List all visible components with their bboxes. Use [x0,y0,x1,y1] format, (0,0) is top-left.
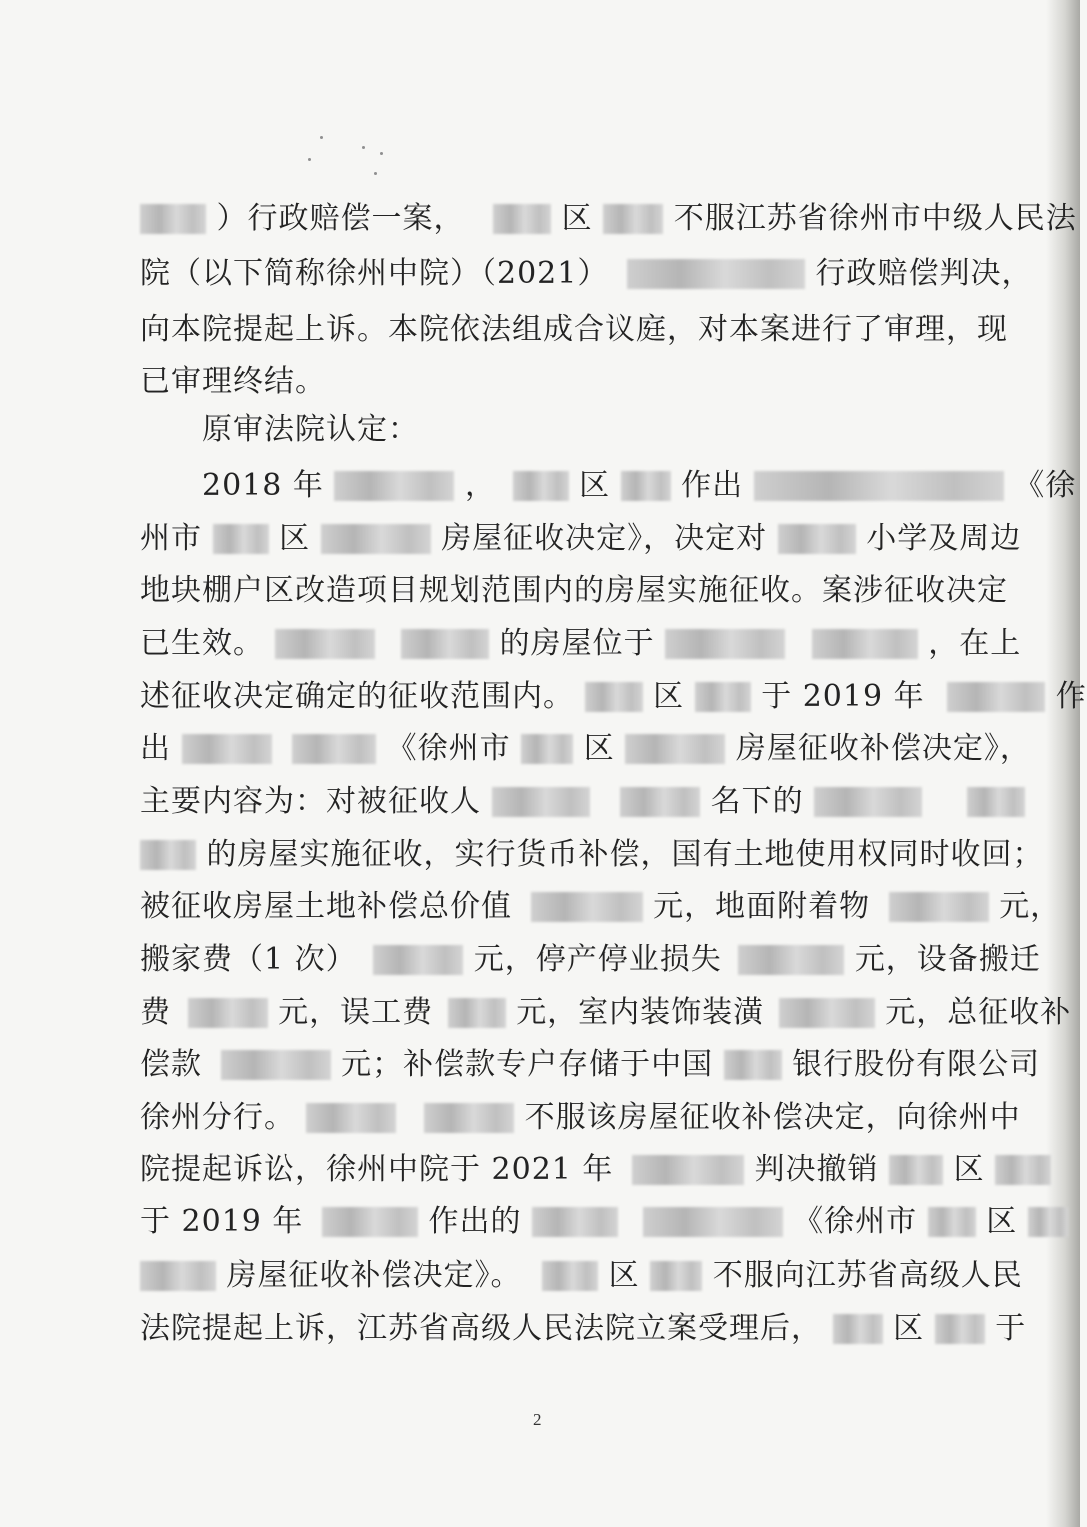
text-line [140,357,326,405]
text-line [140,988,1071,1036]
text-segment: 判决撤销 [754,1152,879,1187]
redaction [995,1155,1051,1185]
text-line [140,1145,1051,1193]
text-segment: 于 2019 年 [140,1204,304,1239]
text-segment: 元， [999,889,1062,924]
text-segment: 元，停产停业损失 [473,942,722,977]
redaction [935,1314,985,1344]
text-segment: 于 2019 年 [761,679,925,714]
text-line [140,619,1021,667]
text-line [140,777,1025,825]
redaction [738,945,844,975]
text-segment: 元；补偿款专户存储于中国 [341,1047,714,1082]
text-segment: 银行股份有限公司 [792,1047,1041,1082]
text-segment: ）行政赔偿一案， [216,201,465,236]
text-line [140,1197,1068,1245]
redaction [889,1155,943,1185]
scan-speck [362,146,365,149]
scan-speck [374,172,377,175]
text-line [140,194,1077,242]
text-segment: 徐州分行。 [140,1100,295,1135]
text-line [140,672,1087,720]
redaction [424,1103,514,1133]
text-line [140,305,1008,353]
text-segment: 区 [583,731,615,766]
redaction [724,1050,782,1080]
text-segment: 费 [140,995,171,1030]
text-line [140,249,1032,297]
redaction [140,1261,216,1291]
text-segment: 区 [579,468,611,503]
redaction [448,998,506,1028]
redaction [812,629,918,659]
text-segment: 搬家费（1 次） [140,942,357,977]
text-segment: 区 [561,201,593,236]
redaction [521,734,573,764]
redaction [814,787,922,817]
text-segment: 房屋征收决定》，决定对 [441,521,768,556]
text-segment: 州市 [140,521,202,556]
text-segment: 《徐州市 [386,731,511,766]
text-segment: 院提起诉讼，徐州中院于 2021 年 [140,1152,614,1187]
redaction [140,204,206,234]
scan-speck [380,152,383,155]
text-segment: 已生效。 [140,626,264,661]
redaction [334,471,454,501]
text-line [140,830,1044,878]
text-segment: 不服向江苏省高级人民 [712,1258,1023,1293]
text-segment: 区 [953,1152,985,1187]
redaction [967,787,1025,817]
text-segment: 作出的 [428,1204,522,1239]
text-line [140,1093,1021,1141]
text-line [140,514,1021,562]
redaction [221,1050,331,1080]
redaction [585,682,643,712]
text-segment: 不服该房屋征收补偿决定，向徐州中 [524,1100,1021,1135]
redaction [779,998,875,1028]
text-line [140,566,1008,614]
redaction [643,1207,783,1237]
redaction [292,734,376,764]
redaction [321,524,431,554]
redaction [513,471,569,501]
text-segment: 房屋征收补偿决定》。 [226,1258,522,1293]
text-line [140,1304,1026,1352]
text-segment: 区 [653,679,685,714]
redaction [493,204,551,234]
redaction [532,1207,618,1237]
text-line [140,935,1041,983]
redaction [621,471,671,501]
text-segment: 于 [995,1311,1027,1346]
text-segment: 作出 [681,468,744,503]
text-line [140,724,1031,772]
redaction [492,787,590,817]
text-segment: 作 [1055,679,1087,714]
redaction [665,629,785,659]
text-line [202,405,419,453]
text-segment: 的房屋实施征收，实行货币补偿，国有土地使用权同时收回； [206,837,1044,872]
redaction [140,840,196,870]
text-segment: 元，地面附着物 [653,889,871,924]
text-segment: ，在上 [928,626,1022,661]
redaction [778,524,856,554]
text-segment: ， [464,468,496,503]
redaction [213,524,269,554]
text-segment: 区 [893,1311,925,1346]
text-segment: 名下的 [710,784,804,819]
text-segment: 述征收决定确定的征收范围内。 [140,679,574,714]
text-line [140,882,1061,930]
scan-speck [320,136,323,139]
redaction [632,1155,744,1185]
text-segment: 元，室内装饰装潢 [516,995,765,1030]
text-segment: 小学及周边 [866,521,1022,556]
text-segment: 不服江苏省徐州市中级人民法 [673,201,1077,236]
redaction [306,1103,396,1133]
redaction [650,1261,702,1291]
redaction [889,892,989,922]
text-segment: 出 [140,731,171,766]
redaction [275,629,375,659]
redaction [603,204,663,234]
redaction [620,787,700,817]
scan-noise [300,130,420,190]
redaction [188,998,268,1028]
text-segment: 主要内容为：对被征收人 [140,784,481,819]
redaction [182,734,272,764]
redaction [322,1207,418,1237]
text-segment: 《徐州市 [793,1204,918,1239]
redaction [627,259,805,289]
redaction [1028,1207,1068,1237]
redaction [928,1207,976,1237]
text-segment: 原审法院认定： [202,412,419,447]
redaction [373,945,463,975]
text-segment: 已审理终结。 [140,364,326,399]
text-segment: 元，设备搬迁 [854,942,1041,977]
text-segment: 被征收房屋土地补偿总价值 [140,889,512,924]
text-segment: 《徐 [1014,468,1077,503]
text-segment: 区 [279,521,311,556]
text-segment: 偿款 [140,1047,202,1082]
text-line [140,1040,1040,1088]
redaction [833,1314,883,1344]
text-segment: 元，总征收补 [885,995,1072,1030]
text-segment: 2018 年 [202,468,324,503]
redaction [542,1261,598,1291]
redaction [531,892,643,922]
text-segment: 法院提起上诉，江苏省高级人民法院立案受理后， [140,1311,822,1346]
redaction [754,471,1004,501]
redaction [947,682,1045,712]
text-segment: 院（以下简称徐州中院）（2021） [140,256,609,291]
scan-speck [308,158,311,161]
text-segment: 房屋征收补偿决定》， [735,731,1031,766]
text-segment: 的房屋位于 [499,626,655,661]
redaction [695,682,751,712]
redaction [625,734,725,764]
text-line [202,461,1076,509]
page-number: 2 [533,1410,542,1429]
text-segment: 元，误工费 [278,995,434,1030]
text-segment: 地块棚户区改造项目规划范围内的房屋实施征收。案涉征收决定 [140,573,1008,608]
text-segment: 行政赔偿判决， [815,256,1033,291]
redaction [401,629,489,659]
text-segment: 向本院提起上诉。本院依法组成合议庭，对本案进行了审理，现 [140,312,1008,347]
text-line [140,1251,1023,1299]
text-segment: 区 [986,1204,1018,1239]
text-segment: 区 [608,1258,640,1293]
